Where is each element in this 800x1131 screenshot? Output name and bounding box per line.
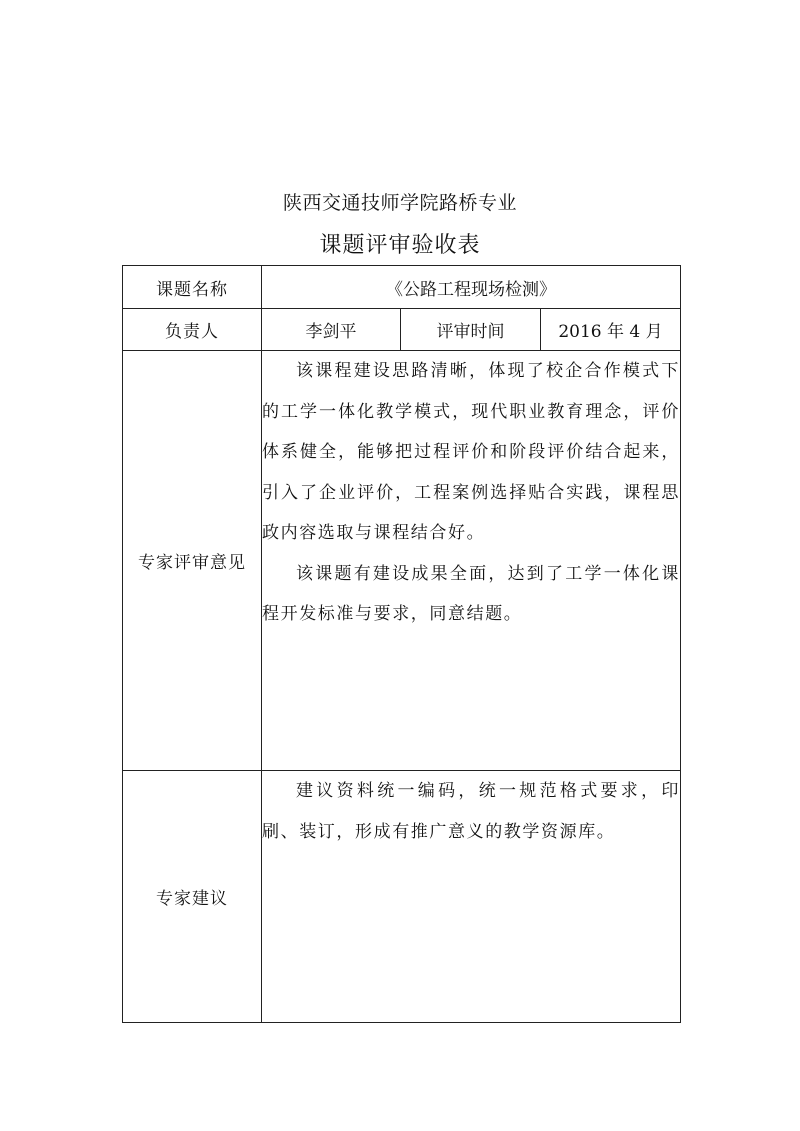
review-time-value: 2016 年 4 月 (541, 309, 681, 351)
leader-value: 李剑平 (262, 309, 401, 351)
suggestion-paragraph: 建议资料统一编码，统一规范格式要求，印刷、装订，形成有推广意义的教学资源库。 (262, 781, 680, 842)
document-title: 课题评审验收表 (319, 233, 481, 258)
opinion-paragraph: 该课程建设思路清晰，体现了校企合作模式下的工学一体化教学模式，现代职业教育理念，评价体系健全，能够把过程评价和阶段评价结合起来，引入了企业评价，工程案例选择贴合实践，课程思政内容选取与课程结合好。 (262, 361, 680, 543)
suggestion-label: 专家建议 (123, 771, 262, 1023)
opinion-content (262, 351, 681, 771)
topic-label: 课题名称 (123, 266, 262, 309)
topic-value: 《公路工程现场检测》 (262, 266, 681, 309)
suggestion-row (123, 771, 681, 1023)
document-subtitle: 陕西交通技师学院路桥专业 (282, 192, 517, 214)
leader-label: 负责人 (123, 309, 262, 351)
leader-row (123, 309, 681, 351)
suggestion-content (262, 771, 681, 1023)
review-form-table (122, 265, 681, 1023)
opinion-paragraph: 该课题有建设成果全面，达到了工学一体化课程开发标准与要求，同意结题。 (262, 563, 680, 624)
review-time-label: 评审时间 (401, 309, 541, 351)
topic-row (123, 266, 681, 309)
opinion-row (123, 351, 681, 771)
opinion-label: 专家评审意见 (123, 351, 262, 771)
